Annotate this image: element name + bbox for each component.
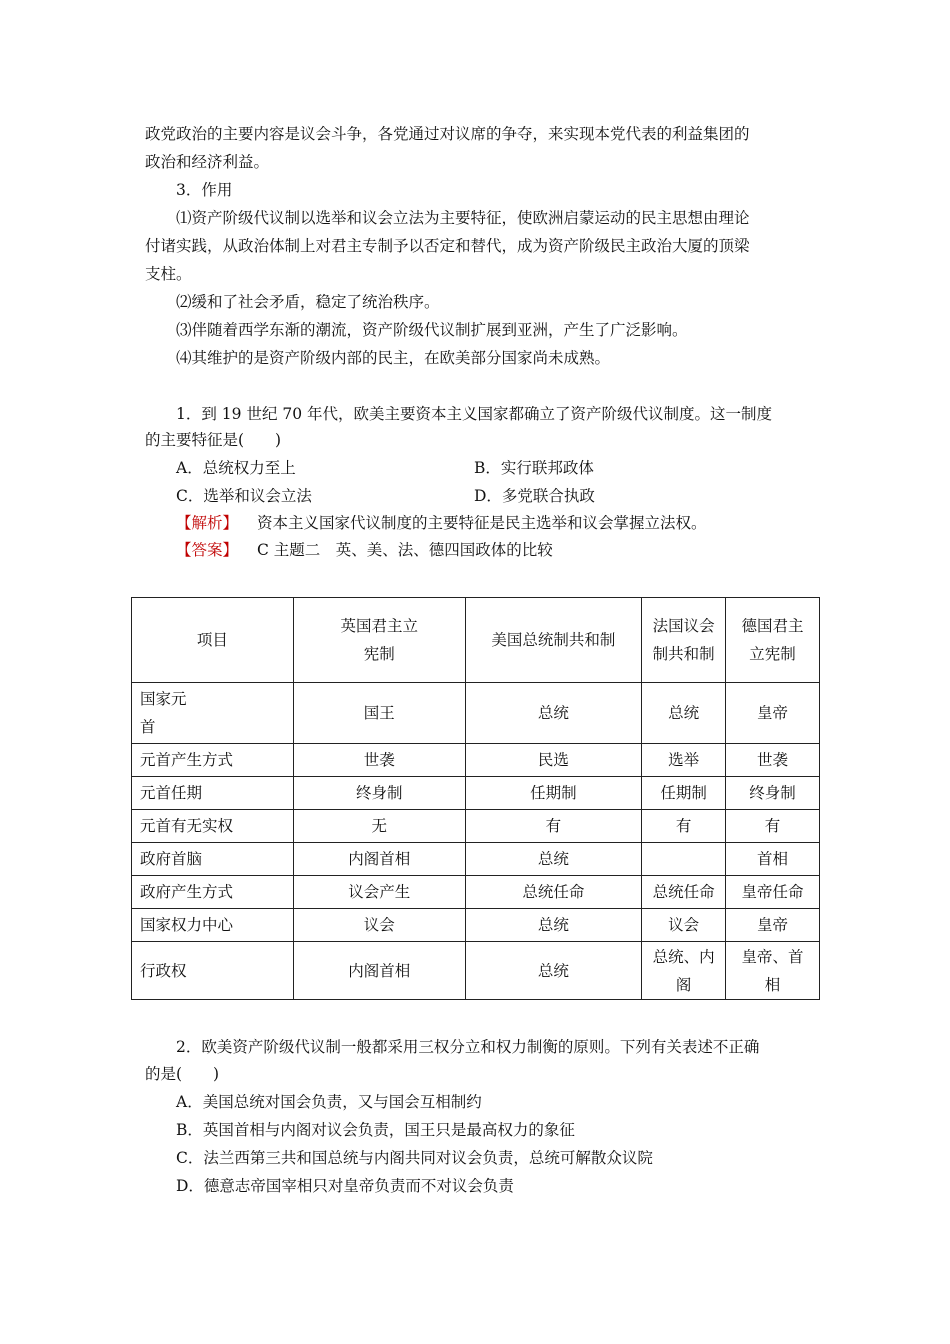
question-2-stem-line-1: 2．欧美资产阶级代议制一般都采用三权分立和权力制衡的原则。下列有关表述不正确	[176, 1038, 760, 1056]
table-cell: 总统	[642, 683, 726, 744]
table-row-label: 元首产生方式	[132, 744, 294, 777]
table-header-cell: 英国君主立宪制	[293, 598, 465, 683]
table-cell: 有	[642, 810, 726, 843]
table-row-label: 元首有无实权	[132, 810, 294, 843]
table-cell: 有	[726, 810, 820, 843]
table-row	[132, 876, 820, 909]
question-1-option-a: A．总统权力至上	[176, 459, 296, 477]
table-row-label: 政府首脑	[132, 843, 294, 876]
table-cell: 任期制	[642, 777, 726, 810]
question-2-option-a: A．美国总统对国会负责，又与国会互相制约	[176, 1093, 482, 1111]
section-3-point-1-line-3: 支柱。	[145, 265, 192, 283]
table-cell: 议会	[293, 909, 465, 942]
table-cell: 议会	[642, 909, 726, 942]
table-cell: 内阁首相	[293, 843, 465, 876]
table-cell: 任期制	[465, 777, 642, 810]
section-3-point-4: ⑷其维护的是资产阶级内部的民主，在欧美部分国家尚未成熟。	[176, 349, 611, 367]
question-1-answer	[176, 540, 553, 560]
answer-tag: 【答案】	[176, 541, 239, 559]
question-2-option-b: B．英国首相与内阁对议会负责，国王只是最高权力的象征	[176, 1121, 575, 1139]
table-cell	[642, 843, 726, 876]
table-cell: 总统	[465, 909, 642, 942]
question-1-stem-line-1: 1．到 19 世纪 70 年代，欧美主要资本主义国家都确立了资产阶级代议制度。这一制度	[176, 405, 773, 423]
table-cell: 终身制	[293, 777, 465, 810]
table-cell: 无	[293, 810, 465, 843]
question-2-option-d: D．德意志帝国宰相只对皇帝负责而不对议会负责	[176, 1177, 514, 1195]
table-row	[132, 810, 820, 843]
answer-text: C 主题二 英、美、法、德四国政体的比较	[256, 541, 553, 559]
table-row	[132, 843, 820, 876]
table-cell: 总统任命	[465, 876, 642, 909]
table-row	[132, 942, 820, 1000]
table-cell: 总统	[465, 683, 642, 744]
table-cell: 皇帝	[726, 683, 820, 744]
table-row	[132, 744, 820, 777]
intro-line-2: 政治和经济利益。	[145, 153, 270, 171]
table-cell: 世袭	[726, 744, 820, 777]
section-3-heading: 3．作用	[176, 181, 233, 199]
question-2-stem-line-2: 的是( )	[145, 1065, 220, 1083]
question-2-option-c: C．法兰西第三共和国总统与内阁共同对议会负责，总统可解散众议院	[176, 1149, 653, 1167]
table-cell: 皇帝	[726, 909, 820, 942]
table-header-row	[132, 598, 820, 683]
table-cell: 选举	[642, 744, 726, 777]
table-cell: 内阁首相	[293, 942, 465, 1000]
table-cell: 总统任命	[642, 876, 726, 909]
question-1-analysis	[176, 513, 706, 533]
table-cell: 世袭	[293, 744, 465, 777]
section-3-point-2: ⑵缓和了社会矛盾，稳定了统治秩序。	[176, 293, 440, 311]
table-cell: 皇帝、首相	[726, 942, 820, 1000]
table-row-label: 行政权	[132, 942, 294, 1000]
table-cell: 皇帝任命	[726, 876, 820, 909]
table-header-cell: 项目	[132, 598, 294, 683]
section-3-point-1-line-1: ⑴资产阶级代议制以选举和议会立法为主要特征，使欧洲启蒙运动的民主思想由理论	[176, 209, 750, 227]
analysis-tag: 【解析】	[176, 514, 239, 532]
table-cell: 议会产生	[293, 876, 465, 909]
question-1-option-c: C．选举和议会立法	[176, 487, 312, 505]
table-header-cell: 法国议会制共和制	[642, 598, 726, 683]
table-cell: 终身制	[726, 777, 820, 810]
table-row	[132, 683, 820, 744]
table-header-cell: 美国总统制共和制	[465, 598, 642, 683]
table-row-label: 国家权力中心	[132, 909, 294, 942]
table-cell: 总统	[465, 843, 642, 876]
comparison-table	[131, 597, 820, 1000]
section-3-point-1-line-2: 付诸实践，从政治体制上对君主专制予以否定和替代，成为资产阶级民主政治大厦的顶梁	[145, 237, 750, 255]
section-3-point-3: ⑶伴随着西学东渐的潮流，资产阶级代议制扩展到亚洲，产生了广泛影响。	[176, 321, 688, 339]
table-cell: 民选	[465, 744, 642, 777]
question-1-option-b: B．实行联邦政体	[474, 459, 594, 477]
table-cell: 首相	[726, 843, 820, 876]
table-row	[132, 777, 820, 810]
table-row	[132, 909, 820, 942]
question-1-option-d: D．多党联合执政	[474, 487, 595, 505]
table-row-label: 国家元首	[132, 683, 294, 744]
table-cell: 有	[465, 810, 642, 843]
table-row-label: 政府产生方式	[132, 876, 294, 909]
table-cell: 国王	[293, 683, 465, 744]
table-cell: 总统	[465, 942, 642, 1000]
table-row-label: 元首任期	[132, 777, 294, 810]
table-cell: 总统、内阁	[642, 942, 726, 1000]
table-header-cell: 德国君主立宪制	[726, 598, 820, 683]
question-1-stem-line-2: 的主要特征是( )	[145, 431, 282, 449]
analysis-text: 资本主义国家代议制度的主要特征是民主选举和议会掌握立法权。	[256, 514, 707, 532]
intro-line-1: 政党政治的主要内容是议会斗争，各党通过对议席的争夺，来实现本党代表的利益集团的	[145, 125, 750, 143]
